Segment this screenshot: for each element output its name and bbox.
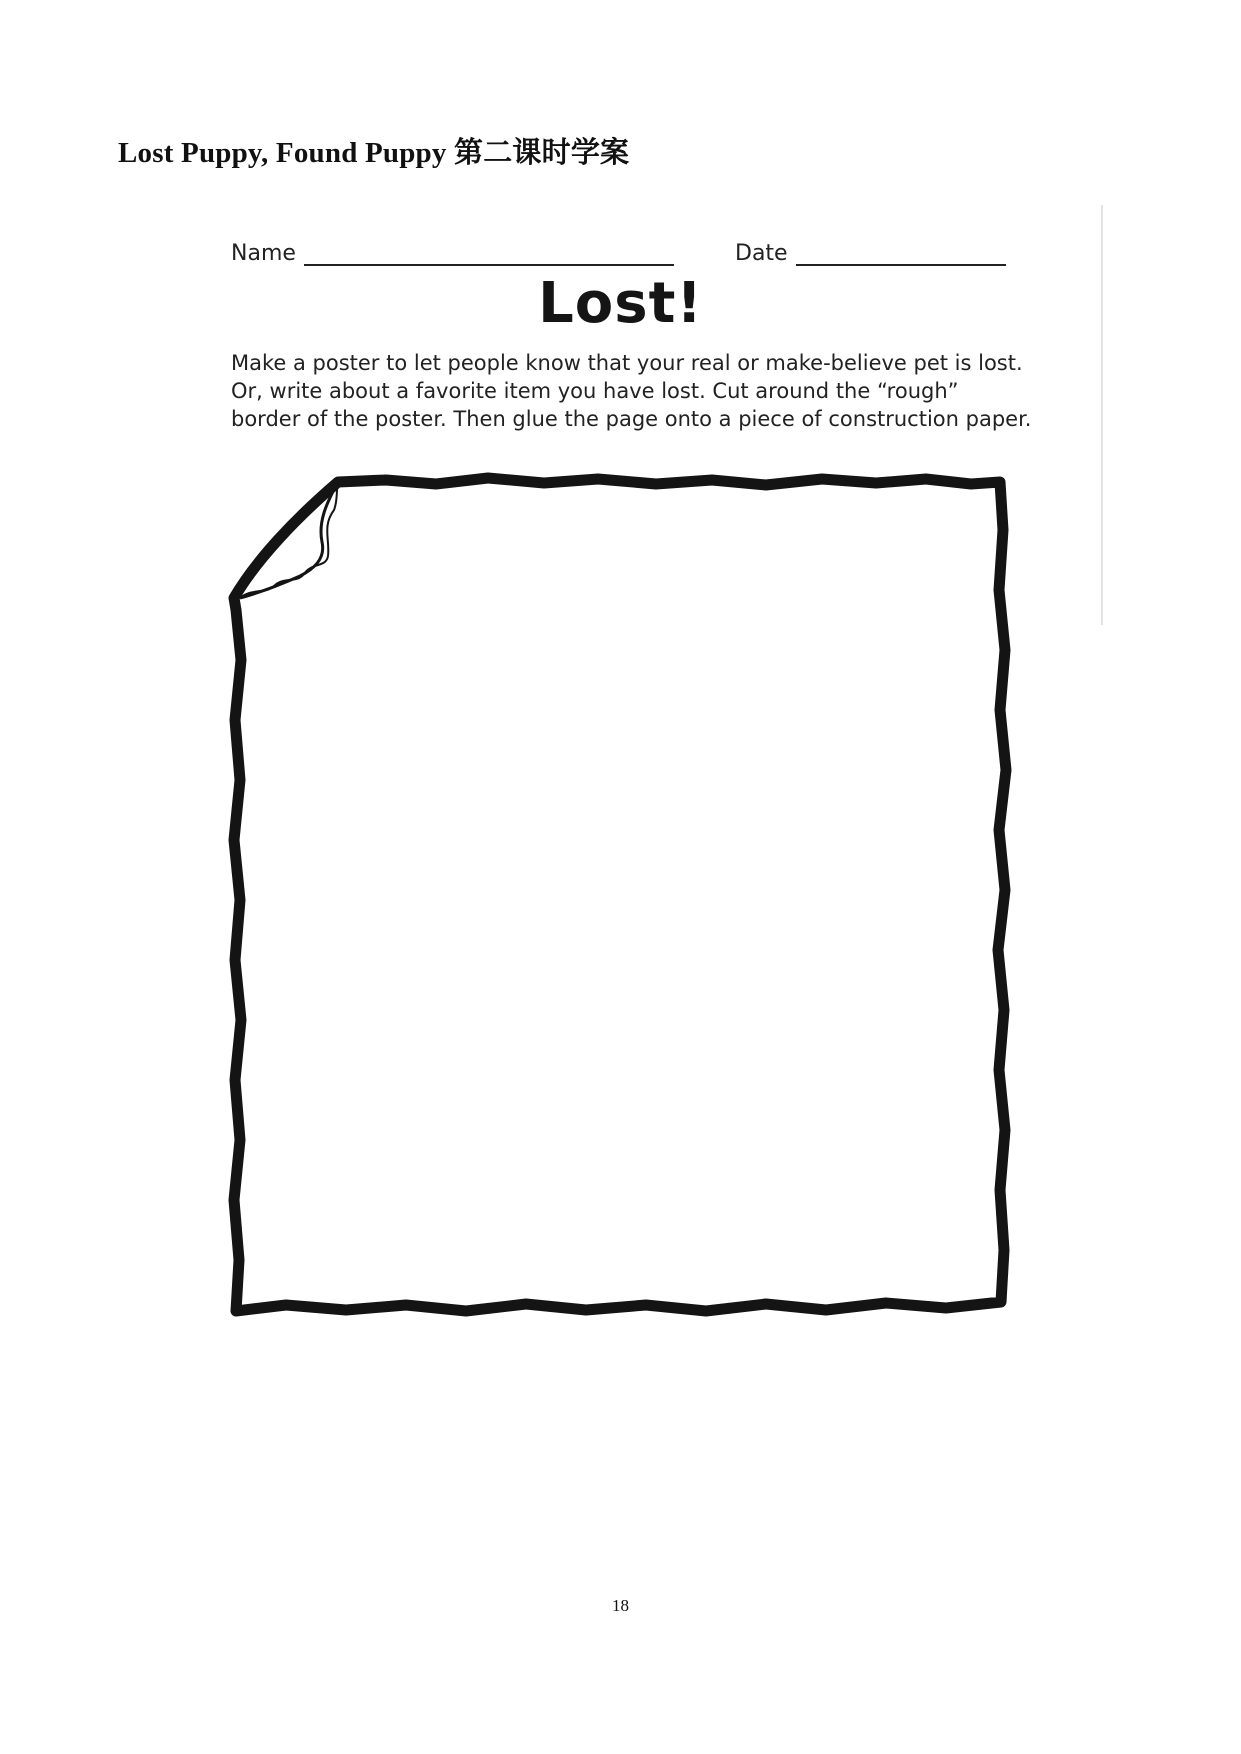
page-number: 18 <box>612 1596 629 1615</box>
worksheet-edge <box>1101 205 1103 625</box>
date-label: Date <box>735 241 788 266</box>
name-write-line <box>304 238 674 266</box>
rough-poster-border <box>226 470 1026 1328</box>
worksheet-heading: Lost! <box>538 271 703 336</box>
poster-drawing-area <box>226 470 1026 1328</box>
worksheet-instructions <box>231 349 1051 433</box>
instruction-line: border of the poster. Then glue the page onto a piece of construction paper. <box>231 407 1032 431</box>
instruction-line: Make a poster to let people know that your real or make-believe pet is lost. <box>231 351 1023 375</box>
document-title: Lost Puppy, Found Puppy 第二课时学案 <box>118 137 630 169</box>
rough-border-outline <box>234 478 1006 1311</box>
name-field <box>231 238 674 266</box>
date-field <box>735 238 1006 266</box>
name-date-row <box>231 238 1011 274</box>
date-write-line <box>796 238 1006 266</box>
name-label: Name <box>231 241 296 266</box>
instruction-line: Or, write about a favorite item you have lost. Cut around the “rough” <box>231 379 959 403</box>
